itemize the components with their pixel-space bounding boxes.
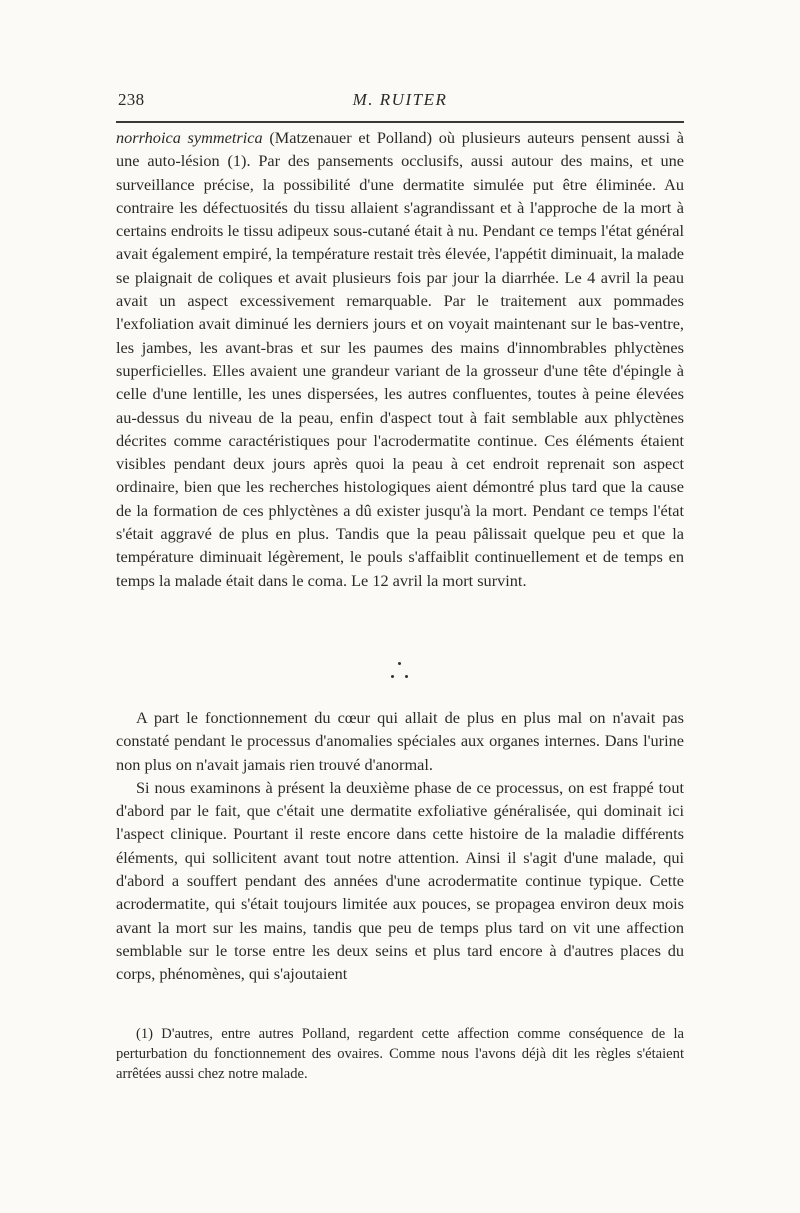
header-rule — [116, 121, 684, 123]
footnote-text: (1) D'autres, entre autres Polland, regardent cette affection comme conséquence de la perturbation du fonctionnement des ovaires. Comme nous l'avons déjà dit les règles s'étaient arrêtées aussi chez notre malade. — [116, 1026, 684, 1082]
asterism-dot — [405, 675, 408, 678]
asterism-dot — [398, 662, 401, 665]
running-head: M. RUITER — [352, 90, 448, 109]
footnote — [116, 1025, 684, 1084]
paragraph-2: A part le fonctionnement du cœur qui allait de plus en plus mal on n'avait pas constaté pendant le processus d'anomalies spéciales aux organes internes. Dans l'urine non plus on n'avait jamais rien trouvé d'anormal. — [116, 708, 684, 774]
page-number: 238 — [118, 90, 145, 109]
page-header — [116, 88, 684, 114]
main-text-block — [116, 126, 684, 592]
section-2-text — [116, 706, 684, 986]
paragraph-1-text: (Matzenauer et Polland) où plusieurs auteurs pensent aussi à une auto-lésion (1). Par des pansements occlusifs, aussi autour des mains, et une surveillance précise, la possibilité d'une dermatite simulée put être éliminée. Au contraire les défectuosités du tissu allaient s'agrandissant et à l'approche de la mort à certains endroits le tissu adipeux sous-cutané était à nu. Pendant ce temps l'état général avait également empiré, la température restait très élevée, l'appétit diminuait, la malade se plaignait de coliques et avait plusieurs fois par jour la diarrhée. Le 4 avril la peau avait un aspect excessivement remarquable. Par le traitement aux pommades l'exfoliation avait diminué les derniers jours et on voyait maintenant sur le bas-ventre, les jambes, les avant-bras et sur les paumes des mains d'innombrables phlyctènes superficielles. Elles avaient une grandeur variant de la grosseur d'une tête d'épingle à celle d'une lentille, les unes dispersées, les autres confluentes, toutes à peine élevées au-dessus du niveau de la peau, enfin d'aspect tout à fait semblable aux phlyctènes décrites comme caractéristiques pour l'acrodermatite continue. Ces éléments étaient visibles pendant deux jours après quoi la peau à cet endroit reprenait son aspect ordinaire, bien que les recherches histologiques aient démontré plus tard que la cause de la formation de ces phlyctènes a dû exister jusqu'à la mort. Pendant ce temps l'état s'était aggravé de plus en plus. Tandis que la peau pâlissait quelque peu et que la température diminuait légèrement, le pouls s'affaiblit continuellement et de temps en temps la malade était dans le coma. Le 12 avril la mort survint. — [116, 128, 684, 590]
italic-term: norrhoica symmetrica — [116, 128, 263, 147]
section-asterism — [390, 660, 410, 684]
asterism-dot — [391, 675, 394, 678]
paragraph-3: Si nous examinons à présent la deuxième phase de ce processus, on est frappé tout d'abord par le fait, que c'était une dermatite exfoliative généralisée, qui dominait ici l'aspect clinique. Pourtant il reste encore dans cette histoire de la maladie différents éléments, qui sollicitent avant tout notre attention. Ainsi il s'agit d'une malade, qui d'abord a souffert pendant des années d'une acrodermatite continue typique. Cette acrodermatite, qui s'était toujours limitée aux pouces, se propagea environ deux mois avant la mort sur les mains, tandis que peu de temps plus tard on vit une affection semblable sur le torse entre les deux seins et plus tard encore à d'autres places du corps, phénomènes, qui s'ajoutaient — [116, 777, 684, 984]
paragraph-1 — [116, 126, 684, 592]
